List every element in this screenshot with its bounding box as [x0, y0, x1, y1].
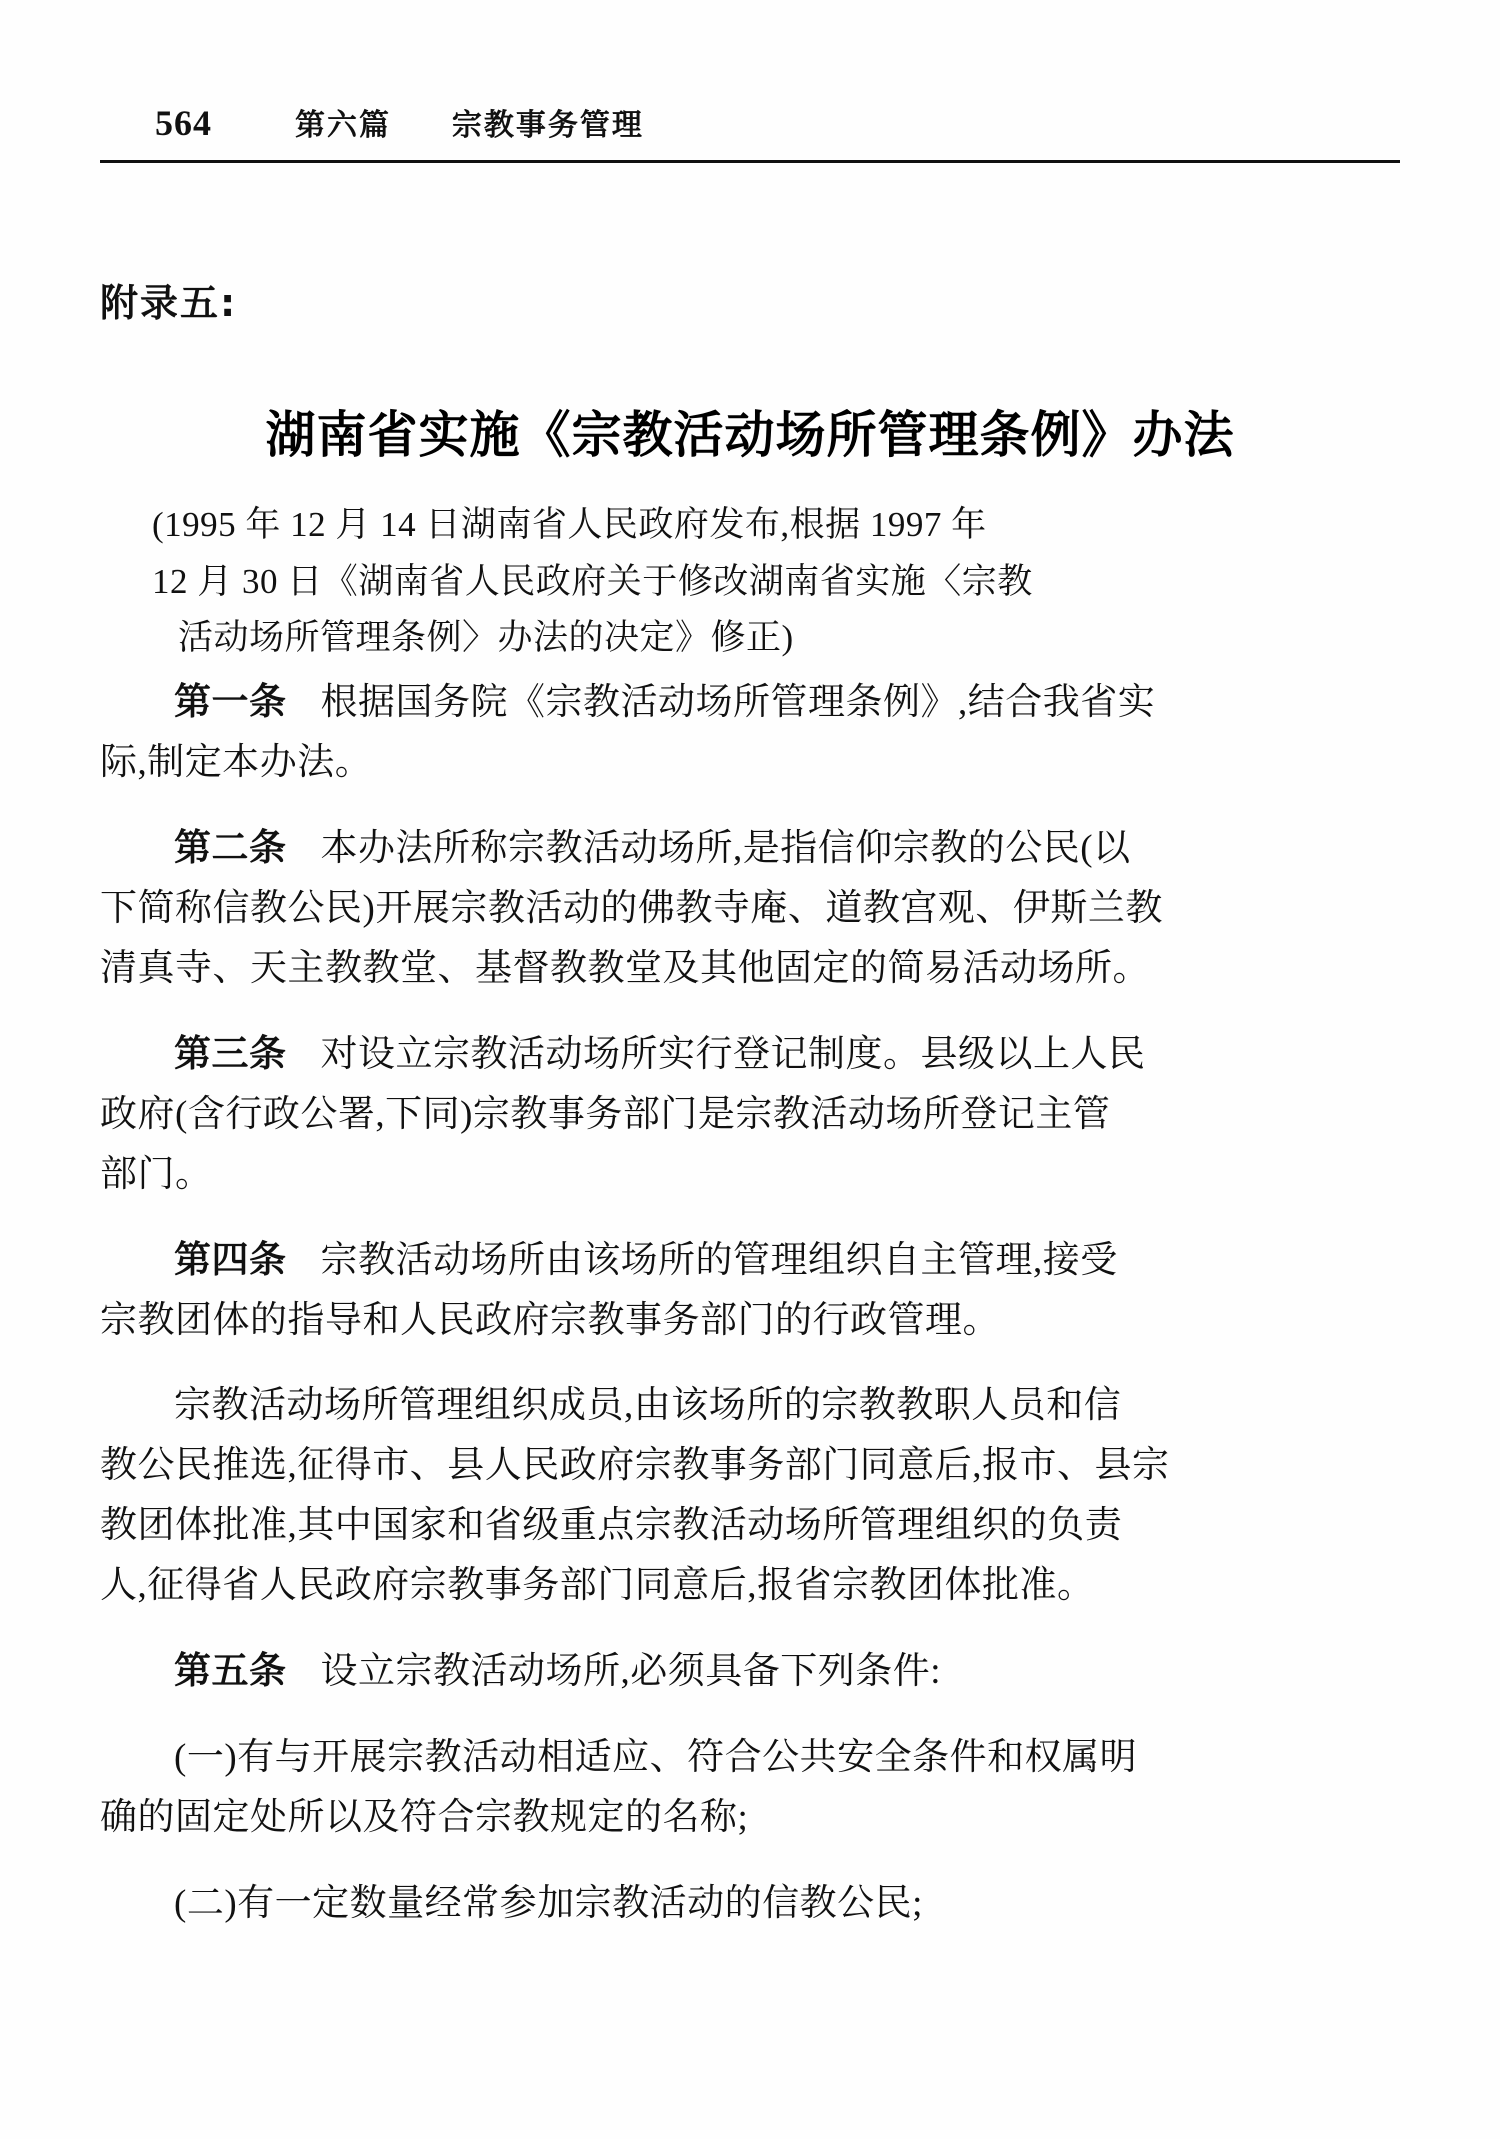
appendix-label: 附录五: [100, 281, 238, 325]
article-line [100, 1556, 1400, 1616]
article-text: 教团体批准,其中国家和省级重点宗教活动场所管理组织的负责 [100, 1505, 1123, 1547]
document-title: 湖南省实施《宗教活动场所管理条例》办法 [265, 406, 1235, 464]
article-line [100, 733, 1400, 793]
article-text: 对设立宗教活动场所实行登记制度。县级以上人民 [320, 1033, 1146, 1075]
article-line [100, 1642, 1400, 1702]
article-text: 部门。 [100, 1153, 213, 1195]
article-line [100, 1496, 1400, 1556]
document-subtitle [152, 497, 1350, 667]
article-heading: 第一条 [174, 682, 287, 724]
article-line [100, 1436, 1400, 1496]
article-text: (一)有与开展宗教活动相适应、符合公共安全条件和权属明 [174, 1737, 1138, 1779]
article-heading: 第四条 [174, 1239, 287, 1281]
article-text: 下简称信教公民)开展宗教活动的佛教寺庵、道教宫观、伊斯兰教 [100, 887, 1163, 929]
header-section: 宗教事务管理 [451, 108, 644, 143]
article-text: 本办法所称宗教活动场所,是指信仰宗教的公民(以 [320, 827, 1131, 869]
article-line [100, 1728, 1400, 1788]
page-number: 564 [155, 103, 212, 143]
article-line [100, 1231, 1400, 1291]
header-part: 第六篇 [295, 108, 391, 143]
subtitle-line-2: 12 月 30 日《湖南省人民政府关于修改湖南省实施〈宗教 [152, 561, 1033, 601]
article-line [100, 1376, 1400, 1436]
article-line [100, 1145, 1400, 1205]
running-header [295, 100, 644, 144]
article-text: 宗教活动场所由该场所的管理组织自主管理,接受 [320, 1239, 1118, 1281]
article-5-item-1 [100, 1728, 1400, 1848]
article-line [100, 1025, 1400, 1085]
article-line [100, 1788, 1400, 1848]
article-line [100, 1874, 1400, 1934]
article-5-item-2 [100, 1874, 1400, 1934]
article-1 [100, 673, 1400, 793]
article-4 [100, 1231, 1400, 1351]
article-line [100, 673, 1400, 733]
article-text: 教公民推选,征得市、县人民政府宗教事务部门同意后,报市、县宗 [100, 1445, 1170, 1487]
article-text: 根据国务院《宗教活动场所管理条例》,结合我省实 [320, 682, 1156, 724]
page-body [100, 200, 1400, 1934]
article-line [100, 819, 1400, 879]
article-line [100, 1085, 1400, 1145]
article-text: 确的固定处所以及符合宗教规定的名称; [100, 1797, 749, 1839]
article-text: 政府(含行政公署,下同)宗教事务部门是宗教活动场所登记主管 [100, 1093, 1111, 1135]
article-3 [100, 1025, 1400, 1205]
header-divider [100, 160, 1400, 163]
page-header [155, 100, 1345, 144]
article-text: (二)有一定数量经常参加宗教活动的信教公民; [174, 1883, 923, 1924]
subtitle-line-3: 活动场所管理条例〉办法的决定》修正) [178, 618, 794, 658]
article-text: 人,征得省人民政府宗教事务部门同意后,报省宗教团体批准。 [100, 1565, 1095, 1607]
article-heading: 第二条 [174, 827, 287, 869]
article-5 [100, 1642, 1400, 1702]
article-2 [100, 819, 1400, 999]
article-text: 际,制定本办法。 [100, 742, 373, 783]
article-text: 设立宗教活动场所,必须具备下列条件: [320, 1651, 942, 1693]
article-line [100, 939, 1400, 999]
subtitle-line-1: (1995 年 12 月 14 日湖南省人民政府发布,根据 1997 年 [152, 505, 987, 544]
article-line [100, 879, 1400, 939]
article-line [100, 1291, 1400, 1351]
article-heading: 第三条 [174, 1033, 287, 1075]
article-text: 宗教团体的指导和人民政府宗教事务部门的行政管理。 [100, 1299, 1000, 1341]
article-text: 宗教活动场所管理组织成员,由该场所的宗教教职人员和信 [174, 1385, 1122, 1427]
article-text: 清真寺、天主教教堂、基督教教堂及其他固定的简易活动场所。 [100, 947, 1150, 989]
article-4-para-2 [100, 1376, 1400, 1616]
article-heading: 第五条 [174, 1651, 287, 1693]
